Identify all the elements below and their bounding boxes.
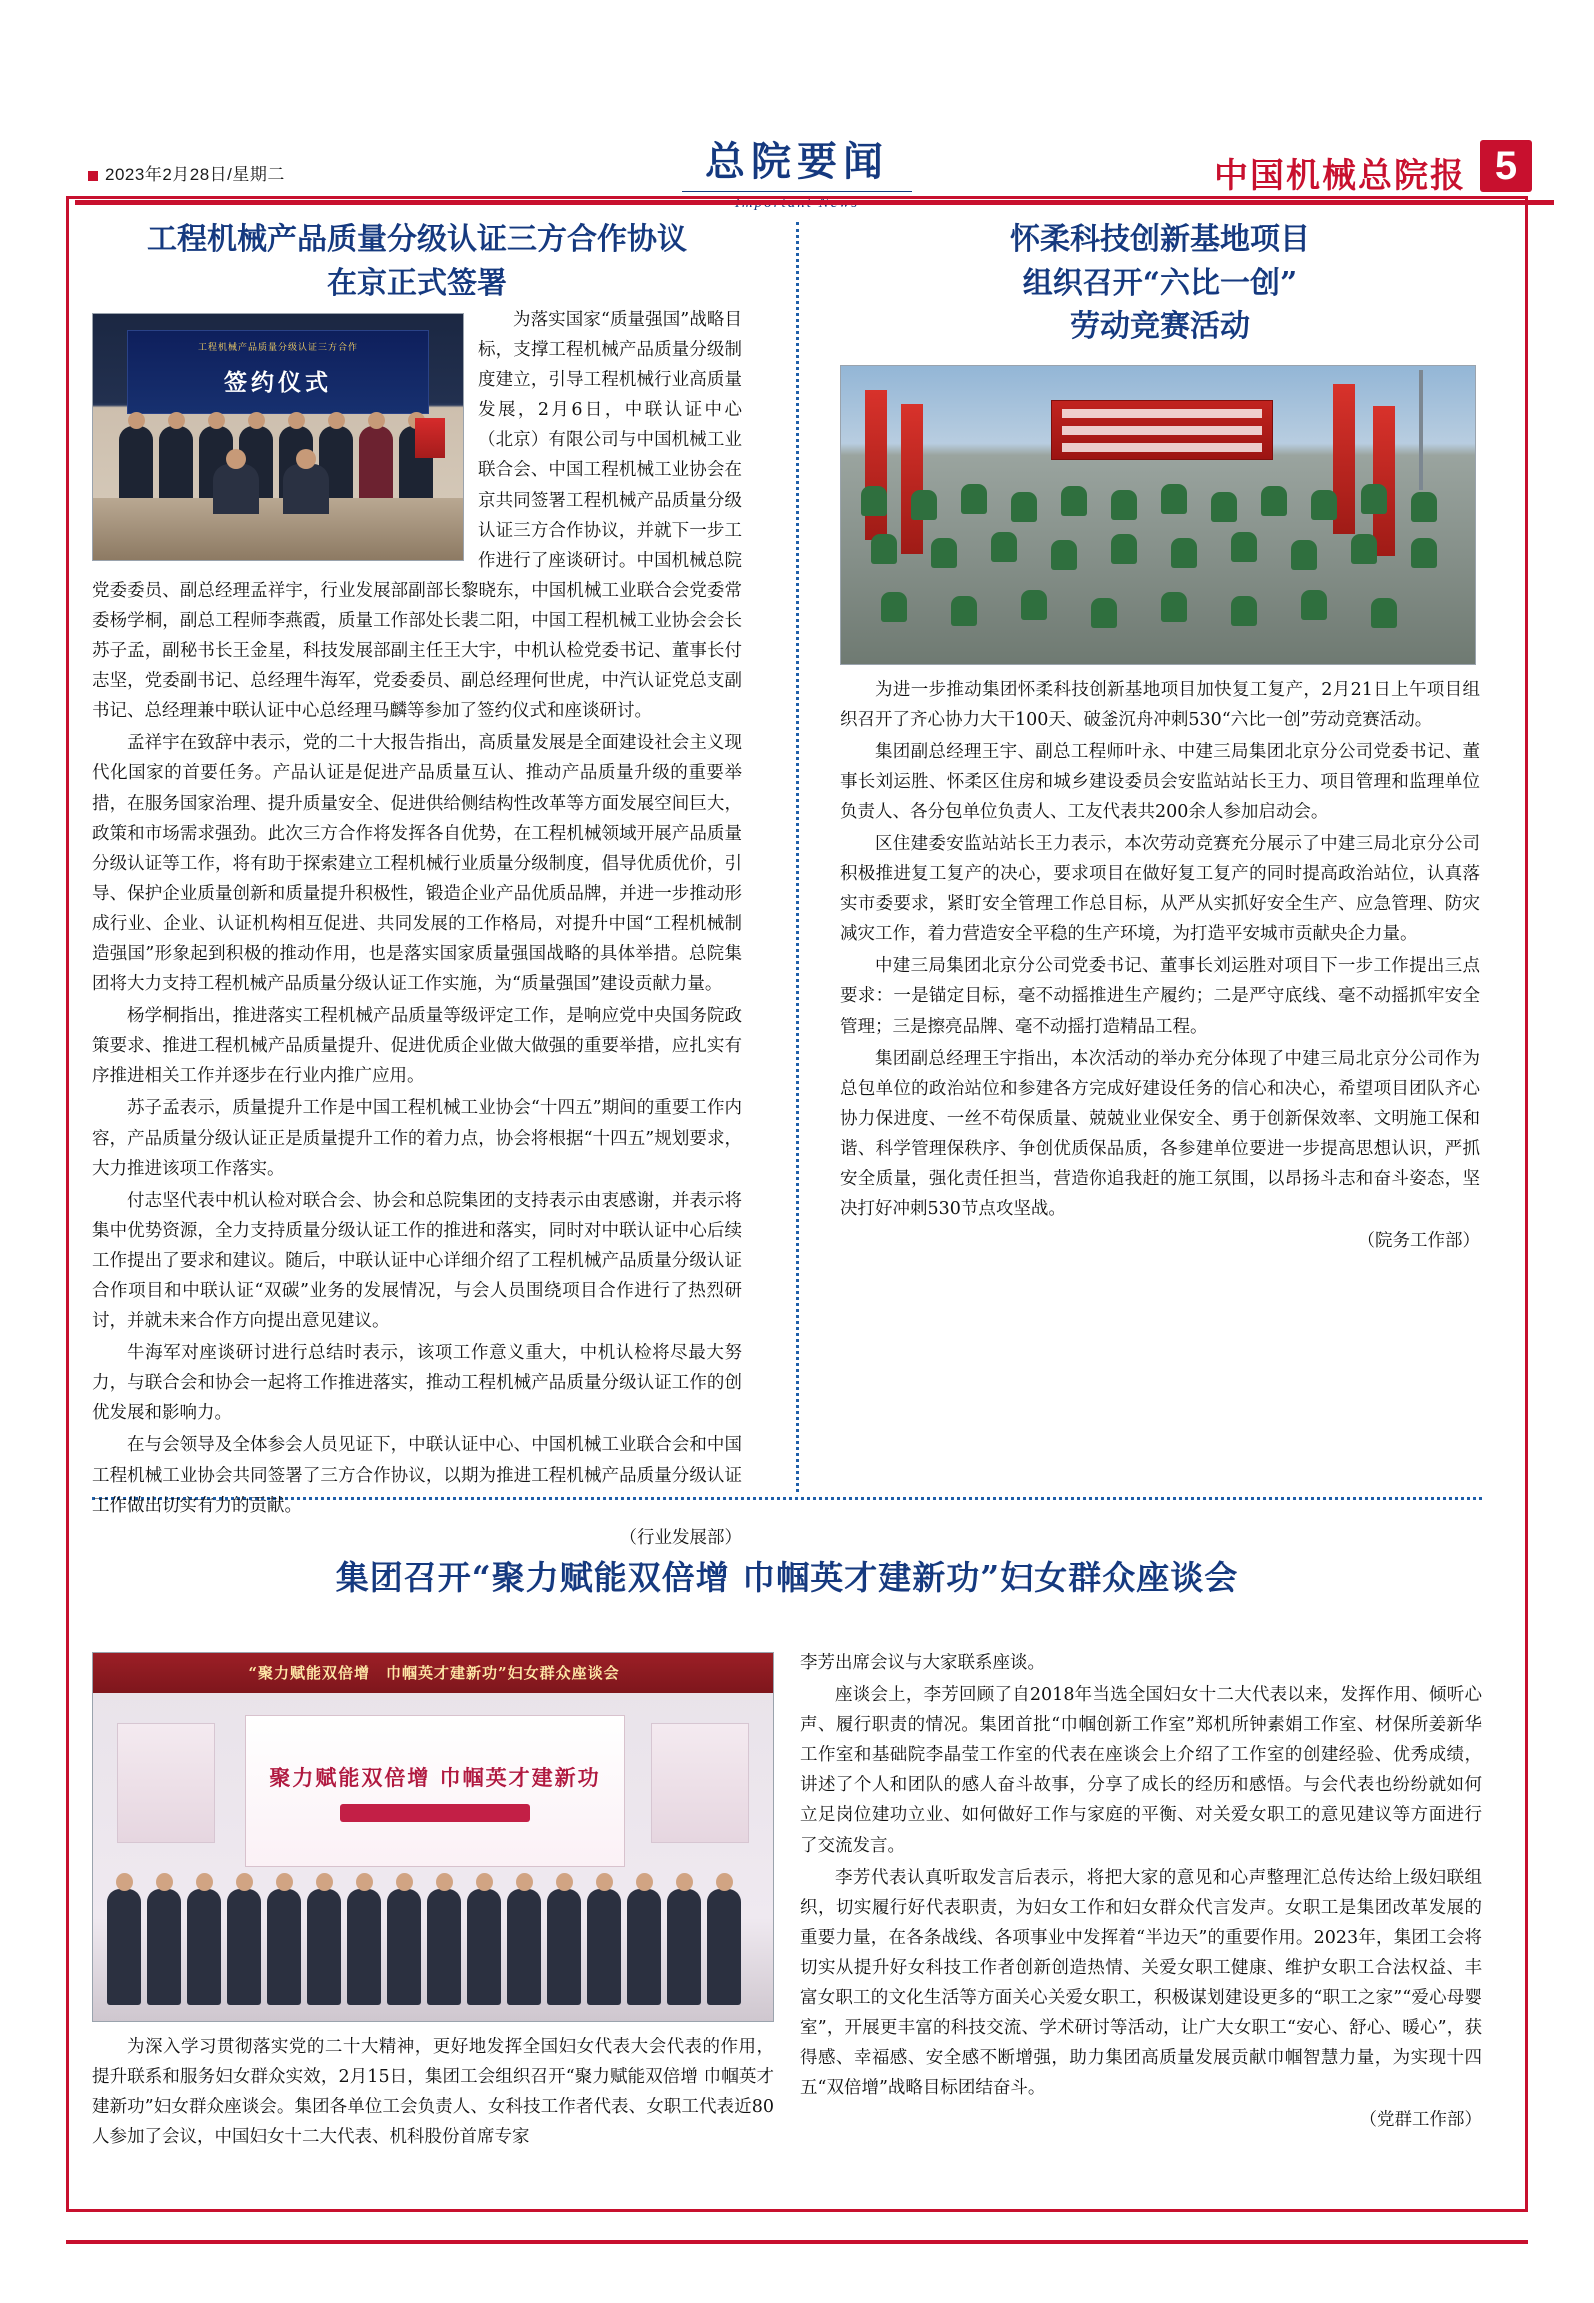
article-left-byline: （行业发展部） bbox=[619, 1527, 742, 1548]
photo-seated-person bbox=[283, 464, 329, 514]
photo-banner-text: “聚力赋能双倍增 巾帼英才建新功”妇女群众座谈会 bbox=[93, 1653, 774, 1693]
paragraph: 中建三局集团北京分公司党委书记、董事长刘运胜对项目下一步工作提出三点要求：一是锚定目标，毫不动摇推进生产履约；二是严守底线、毫不动摇抓牢安全管理；三是擦亮品牌、毫不动摇打造精品工程。 bbox=[840, 956, 1480, 1037]
section-title-cn: 总院要闻 bbox=[705, 138, 889, 185]
article-left-headline-2: 在京正式签署 bbox=[327, 265, 507, 301]
paragraph: 座谈会上，李芳回顾了自2018年当选全国妇女十二大代表以来，发挥作用、倾听心声、履行职责的情况。集团首批“巾帼创新工作室”郑机所钟素娟工作室、材保所姜新华工作室和基础院李晶莹工作室的代表在座谈会上介绍了工作室的创建经验、优秀成绩，讲述了个人和团队的感人奋斗故事，分享了成长的经历和感悟。与会代表也纷纷就如何立足岗位建功立业、如何做好工作与家庭的平衡、对关爱女职工的意见建议等方面进行了交流发言。 bbox=[800, 1685, 1482, 1856]
article-right-headline-1: 怀柔科技创新基地项目 bbox=[1010, 222, 1310, 257]
photo-standing-people bbox=[93, 410, 464, 500]
photo-banner-small-text: 工程机械产品质量分级认证三方合作 bbox=[197, 342, 358, 352]
paragraph: 苏子孟表示，质量提升工作是中国工程机械工业协会“十四五”期间的重要工作内容，产品质量分级认证正是质量提升工作的着力点，协会将根据“十四五”规划要求，大力推进该项工作落实。 bbox=[92, 1098, 742, 1179]
paragraph: 为深入学习贯彻落实党的二十大精神，更好地发挥全国妇女代表大会代表的作用，提升联系和服务妇女群众实效，2月15日，集团工会组织召开“聚力赋能双倍增 巾帼英才建新功”妇女群众座谈会。集团各单位工会负责人、女科技工作者代表、女职工代表近80人参加了会议，中国妇女十二大代表、机科股份首席专家 bbox=[92, 2037, 774, 2148]
photo-screen bbox=[245, 1715, 625, 1867]
photo-screen-title: 聚力赋能双倍增 巾帼英才建新功 bbox=[269, 1765, 601, 1790]
photo-side-panel bbox=[651, 1723, 749, 1843]
article-left-headline-1: 工程机械产品质量分级认证三方合作协议 bbox=[147, 222, 687, 257]
photo-side-panel bbox=[117, 1723, 215, 1843]
article-right-headline-2: 组织召开“六比一创” bbox=[1022, 265, 1298, 301]
photo-pole bbox=[1419, 370, 1423, 490]
title-rule bbox=[682, 191, 912, 192]
column-divider bbox=[796, 222, 799, 1492]
paragraph: 孟祥宇在致辞中表示，党的二十大报告指出，高质量发展是全面建设社会主义现代化国家的首要任务。产品认证是促进产品质量互认、推动产品质量升级的重要举措，在服务国家治理、提升质量安全、促进供给侧结构性改革等方面发展空间巨大，政策和市场需求强劲。此次三方合作将发挥各自优势，在工程机械领域开展产品质量分级认证等工作，将有助于探索建立工程机械行业质量分级制度，倡导优质优价，引导、保护企业质量创新和质量提升积极性，锻造企业产品优质品牌，并进一步推动形成行业、企业、认证机构相互促进、共同发展的工作格局，对提升中国“工程机械制造强国”形象起到积极的推动作用，也是落实国家质量强国战略的具体举措。总院集团将大力支持工程机械产品质量分级认证工作实施，为“质量强国”建设贡献力量。 bbox=[92, 733, 742, 995]
paragraph: 杨学桐指出，推进落实工程机械产品质量等级评定工作，是响应党中央国务院政策要求、推进工程机械产品质量提升、促进优质企业做大做强的重要举措，应扎实有序推进相关工作并逐步在行业内推广应用。 bbox=[92, 1006, 742, 1087]
paragraph: 为进一步推动集团怀柔科技创新基地项目加快复工复产，2月21日上午项目组织召开了齐心协力大干100天、破釜沉舟冲刺530“六比一创”劳动竞赛活动。 bbox=[840, 679, 1480, 730]
paper-name: 中国机械总院报 bbox=[1214, 156, 1466, 196]
signing-ceremony-photo bbox=[92, 313, 464, 561]
article-left-body bbox=[92, 305, 742, 1553]
issue-date-text: 2023年2月28日/星期二 bbox=[105, 165, 285, 184]
article-bottom-byline: （党群工作部） bbox=[1359, 2110, 1482, 2131]
photo-banner bbox=[127, 330, 429, 414]
article-bottom-left-body bbox=[92, 2032, 774, 2154]
article-right-byline: （院务工作部） bbox=[1357, 1231, 1480, 1252]
article-left bbox=[92, 218, 742, 1555]
paragraph: 集团副总经理王宇指出，本次活动的举办充分体现了中建三局北京分公司作为总包单位的政治站位和参建各方完成好建设任务的信心和决心，希望项目团队齐心协力保进度、一丝不苟保质量、兢兢业业保安全、勇于创新保效率、文明施工保和谐、科学管理保秩序、争创优质保品质，各参建单位要进一步提高思想认识，严抓安全质量，强化责任担当，营造你追我赶的施工氛围，以昂扬斗志和奋斗姿态，坚决打好冲刺530节点攻坚战。 bbox=[840, 1048, 1480, 1220]
paragraph: 牛海军对座谈研讨进行总结时表示，该项工作意义重大，中机认检将尽最大努力，与联合会和协会一起将工作推进落实，推动工程机械产品质量分级认证工作的创优发展和影响力。 bbox=[92, 1343, 742, 1424]
masthead bbox=[0, 0, 1594, 210]
article-right bbox=[840, 218, 1480, 1258]
photo-screen-subtitle-bar bbox=[340, 1804, 530, 1822]
paragraph: 区住建委安监站站长王力表示，本次劳动竞赛充分展示了中建三局北京分公司积极推进复工复产的决心，要求项目在做好复工复产的同时提高政治站位，认真落实市委要求，紧盯安全管理工作总目标，从严从实抓好安全生产、应急管理、防灾减灾工作，着力营造安全平稳的生产环境，为打造平安城市贡献央企力量。 bbox=[840, 833, 1480, 945]
photo-flag bbox=[415, 418, 445, 458]
paragraph: 李芳代表认真听取发言后表示，将把大家的意见和心声整理汇总传达给上级妇联组织，切实履行好代表职责，为妇女工作和妇女群众代言发声。女职工是集团改革发展的重要力量，在各条战线、各项事业中发挥着“半边天”的重要作用。2023年，集团工会将切实从提升好女科技工作者创新创造热情、关爱女职工健康、维护女职工合法权益、丰富女职工的文化生活等方面关心关爱女职工，积极谋划建设更多的“职工之家”“爱心母婴室”，开展更丰富的科技交流、学术研讨等活动，让广大女职工“安心、舒心、暖心”，获得感、幸福感、安全感不断增强，助力集团高质量发展贡献巾帼智慧力量，为实现十四五“双倍增”战略目标团结奋斗。 bbox=[800, 1867, 1482, 2099]
article-right-body bbox=[840, 675, 1480, 1257]
paragraph: 在与会领导及全体参会人员见证下，中联认证中心、中国机械工业联合会和中国工程机械工业协会共同签署了三方合作协议，以期为推进工程机械产品质量分级认证工作做出切实有力的贡献。 bbox=[92, 1435, 742, 1516]
photo-group-row bbox=[107, 1855, 761, 2005]
paragraph: 李芳出席会议与大家联系座谈。 bbox=[800, 1653, 1045, 1673]
paragraph: 付志坚代表中机认检对联合会、协会和总院集团的支持表示由衷感谢，并表示将集中优势资源，全力支持质量分级认证工作的推进和落实，同时对中联认证中心后续工作提出了要求和建议。随后，中联认证中心详细介绍了工程机械产品质量分级认证合作项目和中联认证“双碳”业务的发展情况，与会人员围绕项目合作进行了热烈研讨，并就未来合作方向提出意见建议。 bbox=[92, 1190, 742, 1332]
women-symposium-photo bbox=[92, 1652, 774, 2022]
article-bottom-right-body bbox=[800, 1648, 1482, 2138]
article-bottom-headline: 集团召开“聚力赋能双倍增 巾帼英才建新功”妇女群众座谈会 bbox=[335, 1558, 1239, 1597]
page-number-badge: 5 bbox=[1480, 140, 1532, 192]
paragraph: 为落实国家“质量强国”战略目标，支撑工程机械产品质量分级制度建立，引导工程机械行业高质量发展，2月6日，中联认证中心（北京）有限公司与中国机械工业联合会、中国工程机械工业协会在京共同签署工程机械产品质量分级认证三方合作协议，并就下一步工作进行了座谈研讨。中国机械总院党委委员、副总经理孟祥宇，行业发展部副部长黎晓东，中国机械工业联合会党委常委杨学桐，副总工程师李燕霞，质量工作部处长裴二阳，中国工程机械工业协会会长苏子孟，副秘书长王金星，科技发展部副主任王大宇，中机认检党委书记、董事长付志坚，党委副书记、总经理牛海军，党委委员、副总经理何世虎，中汽认证党总支副书记、总经理兼中联认证中心总经理马麟等参加了签约仪式和座谈研讨。 bbox=[92, 310, 742, 722]
photo-banner-big-text: 签约仪式 bbox=[224, 369, 332, 397]
labor-competition-photo bbox=[840, 365, 1476, 665]
photo-table bbox=[93, 498, 464, 560]
paragraph: 集团副总经理王宇、副总工程师叶永、中建三局集团北京分公司党委书记、董事长刘运胜、怀柔区住房和城乡建设委员会安监站站长王力、项目管理和监理单位负责人、各分包单位负责人、工友代表共200余人参加启动会。 bbox=[840, 741, 1480, 822]
photo-banner bbox=[1051, 400, 1273, 460]
photo-crowd bbox=[841, 476, 1476, 664]
article-right-headline-3: 劳动竞赛活动 bbox=[1070, 309, 1250, 344]
bottom-rule bbox=[66, 2240, 1528, 2244]
photo-seated-person bbox=[213, 464, 259, 514]
